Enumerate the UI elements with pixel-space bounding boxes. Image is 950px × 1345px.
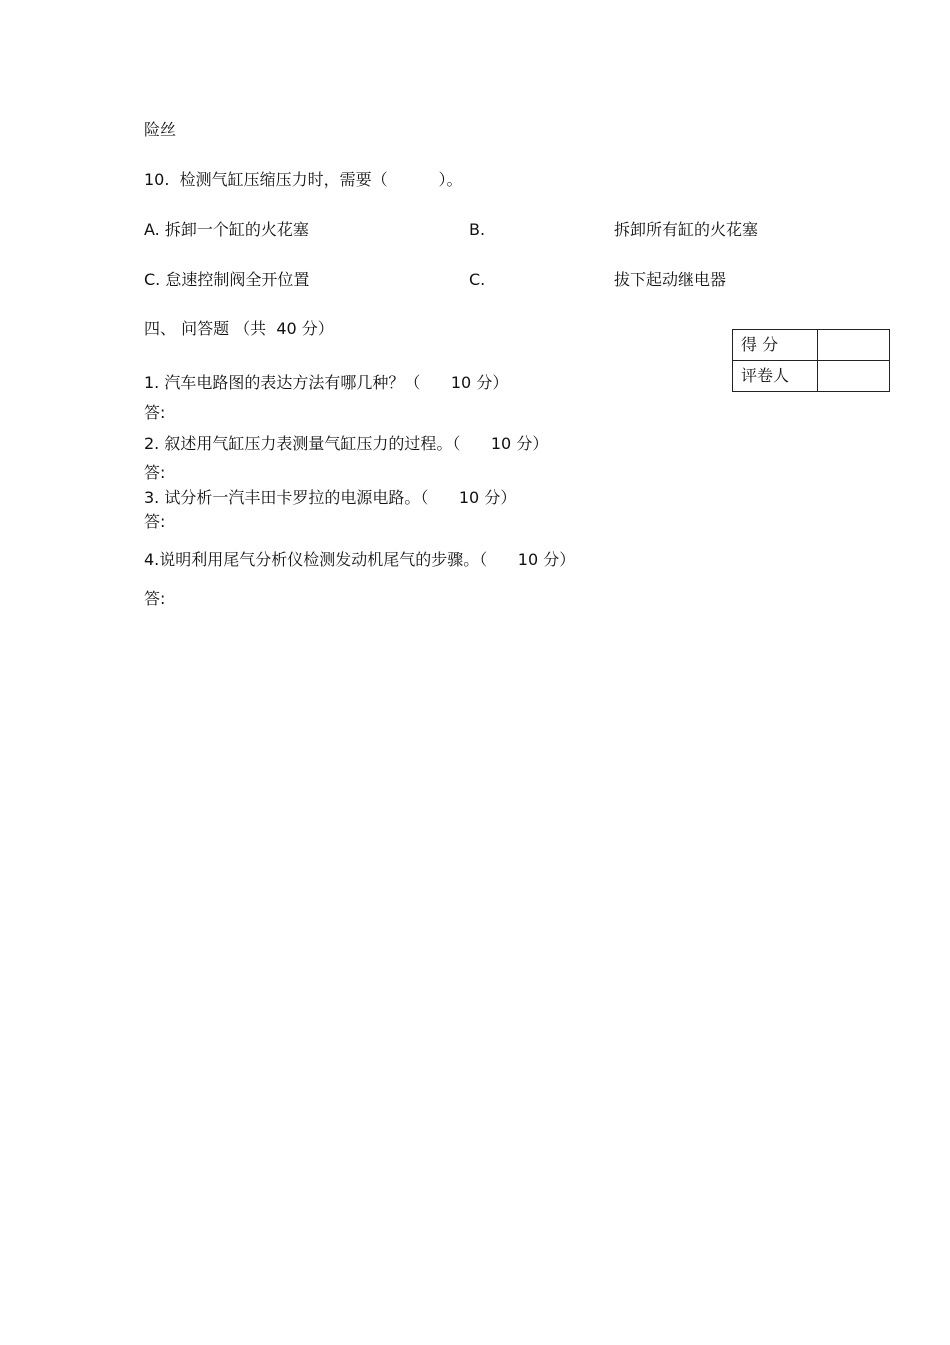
grader-value bbox=[817, 361, 889, 392]
question-10-stem: 10. 检测气缸压缩压力时，需要（ ）。 bbox=[144, 170, 463, 189]
score-box bbox=[732, 329, 890, 392]
score-label: 得 分 bbox=[733, 330, 818, 361]
score-value bbox=[817, 330, 889, 361]
question-10-option-b-letter: B. bbox=[469, 220, 486, 239]
question-4-answer-label: 答: bbox=[144, 589, 166, 608]
question-10-option-b-text: 拆卸所有缸的火花塞 bbox=[614, 220, 759, 239]
question-3-answer-label: 答: bbox=[144, 512, 166, 531]
question-3-text: 3. 试分析一汽丰田卡罗拉的电源电路。（ 10 分） bbox=[144, 488, 517, 507]
question-10-option-d-text: 拔下起动继电器 bbox=[614, 270, 727, 289]
question-10-option-c: C. 怠速控制阀全开位置 bbox=[144, 270, 310, 289]
question-2-answer-label: 答: bbox=[144, 463, 166, 482]
question-10-option-a: A. 拆卸一个缸的火花塞 bbox=[144, 220, 309, 239]
section-title: 四、 问答题 （共 40 分） bbox=[144, 319, 334, 338]
grader-label: 评卷人 bbox=[733, 361, 818, 392]
previous-question-tail: 险丝 bbox=[144, 120, 177, 139]
question-10-option-d-letter: C. bbox=[469, 270, 486, 289]
question-1-text: 1. 汽车电路图的表达方法有哪几种？（ 10 分） bbox=[144, 373, 509, 392]
question-4-text: 4.说明利用尾气分析仪检测发动机尾气的步骤。（ 10 分） bbox=[144, 550, 576, 569]
question-1-answer-label: 答: bbox=[144, 403, 166, 422]
question-2-text: 2. 叙述用气缸压力表测量气缸压力的过程。（ 10 分） bbox=[144, 434, 549, 453]
